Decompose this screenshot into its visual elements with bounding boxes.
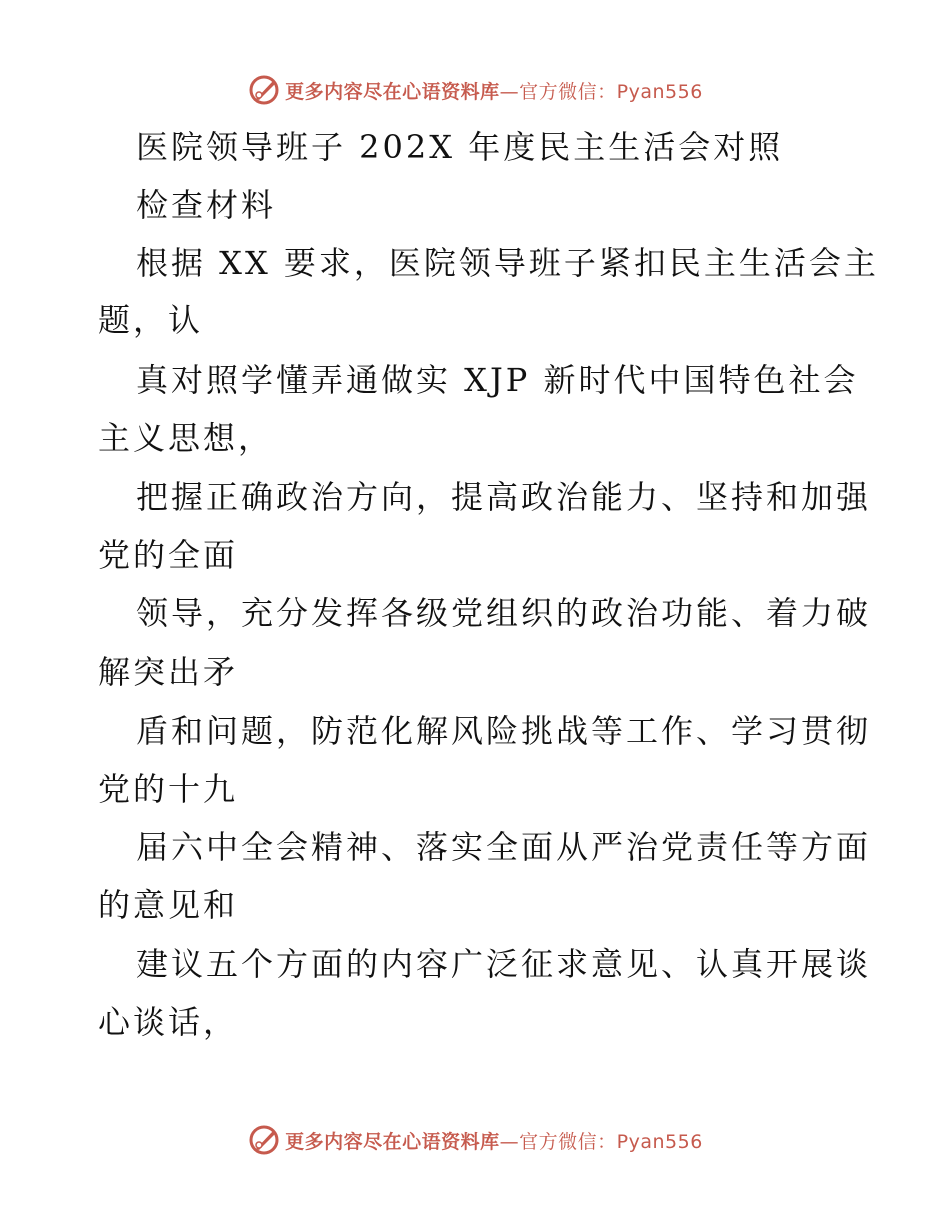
paragraph-line: 党的十九 [98, 770, 239, 808]
title-line-2: 检查材料 [136, 186, 277, 224]
paragraph-line: 盾和问题，防范化解风险挑战等工作、学习贯彻 [136, 712, 872, 750]
paragraph-line: 的意见和 [98, 886, 239, 924]
watermark-text: 更多内容尽在心语资料库—官方微信：Pyan556 [285, 1130, 703, 1153]
paragraph-line: 建议五个方面的内容广泛征求意见、认真开展谈 [136, 945, 872, 983]
paragraph-line: 届六中全会精神、落实全面从严治党责任等方面 [136, 828, 872, 866]
paragraph-line: 党的全面 [98, 536, 239, 574]
title-line-1: 医院领导班子 202X 年度民主生活会对照 [136, 128, 784, 166]
paragraph-line: 真对照学懂弄通做实 XJP 新时代中国特色社会 [136, 361, 859, 399]
watermark-text: 更多内容尽在心语资料库—官方微信：Pyan556 [285, 80, 703, 103]
footer-watermark [0, 1120, 950, 1160]
paragraph-line: 心谈话， [98, 1003, 239, 1041]
paragraph-line: 主义思想， [98, 419, 274, 457]
paragraph-line: 解突出矛 [98, 653, 239, 691]
paragraph-line: 根据 XX 要求，医院领导班子紧扣民主生活会主 [136, 244, 879, 282]
paragraph-line: 领导，充分发挥各级党组织的政治功能、着力破 [136, 594, 872, 632]
paragraph-line: 把握正确政治方向，提高政治能力、坚持和加强 [136, 478, 872, 516]
paragraph-line: 题，认 [98, 301, 204, 339]
quill-logo-icon [247, 1123, 281, 1157]
